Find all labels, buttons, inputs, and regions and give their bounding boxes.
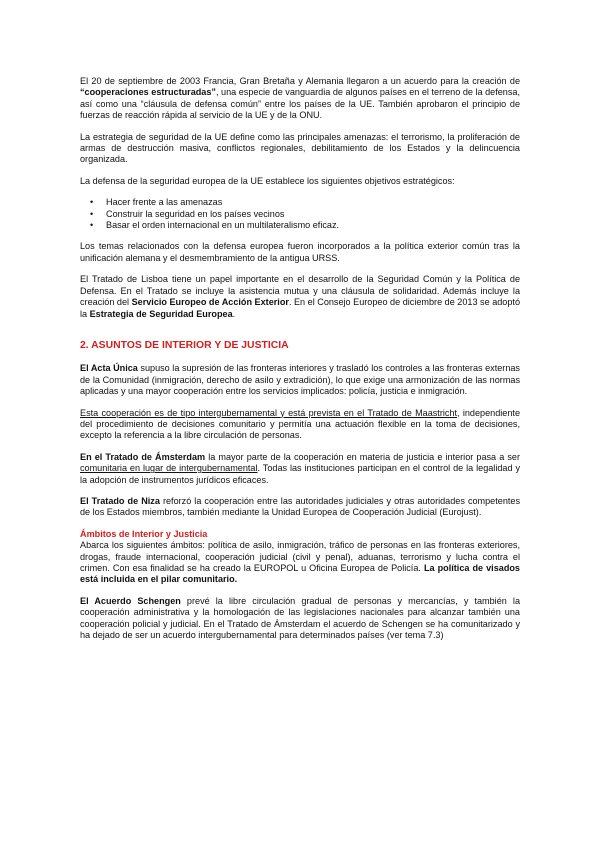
list-item: • Construir la seguridad en los países vecinos: [80, 209, 520, 220]
paragraph-acta-unica: El Acta Única supuso la supresión de las fronteras interiores y trasladó los controles a las fronteras externas de la Comunidad (inmigración, derecho de asilo y extradición), lo que exige una armonización de las normas aplicadas y una mayor cooperación entre los servicios implicados: policía, justicia e inmigración.: [80, 363, 520, 397]
paragraph-cooperaciones: El 20 de septiembre de 2003 Francia, Gran Bretaña y Alemania llegaron a un acuerdo para la creación de “cooperaciones estructuradas”, una especie de vanguardia de algunos países en el terreno de la defensa, así como una “cláusula de defensa común” entre los países de la UE. También aprobaron el principio de fuerzas de reacción rápida al servicio de la UE y de la ONU.: [80, 76, 520, 121]
list-item: • Hacer frente a las amenazas: [80, 197, 520, 208]
document-body: [80, 76, 520, 651]
bold-term: En el Tratado de Ámsterdam: [80, 451, 206, 462]
bold-term: Estrategia de Seguridad Europea: [89, 308, 233, 319]
paragraph-amsterdam: En el Tratado de Ámsterdam la mayor parte de la cooperación en materia de justicia e interior pasa a ser comunitaria en lugar de intergubernamental. Todas las instituciones participan en el control de la legalidad y la adopción de instrumentos jurídicos eficaces.: [80, 451, 520, 485]
paragraph-temas: Los temas relacionados con la defensa europea fueron incorporados a la política exterior común tras la unificación alemana y el desmembramiento de la antigua URSS.: [80, 241, 520, 263]
underlined-text: comunitaria en lugar de intergubernamental: [80, 463, 258, 474]
subheading: Ámbitos de Interior y Justicia: [80, 528, 208, 539]
list-item: • Basar el orden internacional en un multilateralismo eficaz.: [80, 220, 520, 231]
bold-term: El Acta Única: [80, 363, 138, 374]
paragraph-schengen: El Acuerdo Schengen prevé la libre circulación gradual de personas y mercancías, y también la cooperación administrativa y la homologación de las legislaciones nacionales para alcanzar también una cooperación policial y judicial. En el Tratado de Ámsterdam el acuerdo de Schengen se ha comunitarizado y ha dejado de ser un acuerdo intergubernamental para determinados países (ver tema 7.3): [80, 595, 521, 641]
paragraph-objetivos: La defensa de la seguridad europea de la UE establece los siguientes objetivos estratégicos:: [80, 175, 455, 186]
paragraph-maastricht: Esta cooperación es de tipo intergubernamental y está prevista en el Tratado de Maastricht, independiente del procedimiento de decisiones comunitario y permitía una actuación flexible en la toma de decisiones, excepto la referencia a la libre circulación de personas.: [80, 407, 520, 441]
paragraph-lisboa: El Tratado de Lisboa tiene un papel importante en el desarrollo de la Seguridad Común y la Política de Defensa. En el Tratado se incluye la asistencia mutua y una cláusula de solidaridad. Además incluye la creación del Servicio Europeo de Acción Exterior. En el Consejo Europeo de diciembre de 2013 se adoptó la Estrategia de Seguridad Europea.: [80, 274, 521, 319]
underlined-text: Esta cooperación es de tipo intergubernamental y está prevista en el Tratado de Maastricht: [80, 407, 458, 418]
bold-term: El Tratado de Niza: [80, 495, 160, 506]
bold-term: Servicio Europeo de Acción Exterior: [131, 297, 289, 308]
bold-term: “cooperaciones estructuradas”: [80, 87, 216, 98]
paragraph-estrategia: La estrategia de seguridad de la UE define como las principales amenazas: el terrorismo, la proliferación de armas de destrucción masiva, conflictos regionales, debilitamiento de los Estados y la delincuencia organizada.: [80, 131, 520, 165]
objectives-list: [80, 197, 520, 231]
bold-term: El Acuerdo Schengen: [80, 595, 181, 606]
paragraph-ambitos: Abarca los siguientes ámbitos: política de asilo, inmigración, tráfico de personas en las fronteras exteriores, drogas, fraude internacional, cooperación judicial (civil y penal), aduanas, terrorismo y lucha contra el crimen. Con esa finalidad se ha creado la EUROPOL u Oficina Europea de Policía. La política de visados está incluida en el pilar comunitario.: [80, 540, 520, 585]
paragraph-niza: El Tratado de Niza reforzó la cooperación entre las autoridades judiciales y otras autoridades competentes de los Estados miembros, también mediante la Unidad Europea de Cooperación Judicial (Eurojust).: [80, 495, 521, 518]
section-heading: 2. ASUNTOS DE INTERIOR Y DE JUSTICIA: [80, 339, 289, 351]
bold-term: La política de visados está incluida en el pilar comunitario.: [80, 563, 520, 585]
